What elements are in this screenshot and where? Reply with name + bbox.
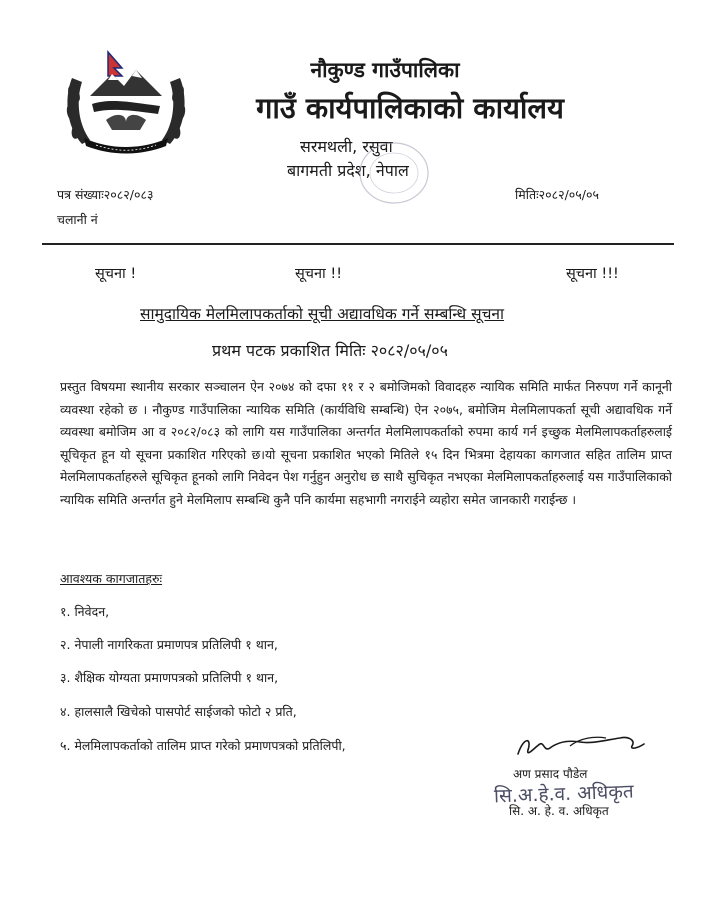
notice-label-2: सूचना !! [295,266,343,282]
document-item: ५. मेलमिलापकर्ताको तालिम प्राप्त गरेको प्रमाणपत्रको प्रतिलिपी, [60,738,346,753]
notice-label-3: सूचना !!! [566,266,619,282]
document-item: ३. शैक्षिक योग्यता प्रमाणपत्रको प्रतिलिपी १ थान, [60,670,279,685]
address-line-2: बागमती प्रदेश, नेपाल [287,161,409,180]
nepal-emblem-logo [60,48,192,156]
documents-heading: आवश्यक कागजातहरुः [60,571,163,586]
notice-subject: सामुदायिक मेलमिलापकर्ताको सूची अद्यावधिक गर्ने सम्बन्धि सूचना [140,305,505,323]
document-item: २. नेपाली नागरिकता प्रमाणपत्र प्रतिलिपी १ थान, [60,637,278,652]
body-paragraph: प्रस्तुत विषयमा स्थानीय सरकार सञ्चालन ऐन २०७४ को दफा ११ र २ बमोजिमको विवादहरु न्यायिक समिति मार्फत निरुपण गर्ने कानूनी व्यवस्था रहेको छ । नौकुण्ड गाउँपालिका न्यायिक समिति (कार्यविधि सम्बन्धि) ऐन २०७५, बमोजिम मेलमिलापकर्ता सूची अद्यावधिक गर्ने व्यवस्था बमोजिम आ व २०८२/०८३ को लागि यस गाउँपालिका अन्तर्गत मेलमिलापकर्ताको रुपमा कार्य गर्न इच्छुक मेलमिलापकर्ताहरुलाई सूचिकृत हून यो सूचना प्रकाशित गरिएको छ।यो सूचना प्रकाशित भएको मितिले १५ दिन भित्रमा देहायका कागजात सहित तालिम प्राप्त मेलमिलापकर्ताहरुले सूचिकृत हूनको लागि निवेदन पेश गर्नुहुन अनुरोध छ साथै सुचिकृत नभएका मेलमिलापकर्ताहरुलाई यस गाउँपालिकाको न्यायिक समिति अन्तर्गत हुने मेलमिलाप सम्बन्धि कुनै पनि कार्यमा सहभागी नगराईने व्यहोरा समेत जानकारी गराईन्छ । [60,379,672,507]
signatory-title: सि. अ. हे. व. अधिकृत [509,804,609,818]
dispatch-number: चलानी नं [57,212,98,227]
letter-date: मितिः२०८२/०५/०५ [515,187,600,202]
publish-date-line: प्रथम पटक प्रकाशित मितिः २०८२/०५/०५ [212,341,448,360]
header-divider [42,243,674,245]
office-name: गाउँ कार्यपालिकाको कार्यालय [256,91,564,125]
signatory-stamp-title: सि.अ.हे.व. अधिकृत [493,780,635,808]
notice-label-1: सूचना ! [95,266,137,282]
reference-number: पत्र संख्याः२०८२/०८३ [57,187,154,202]
handwritten-signature [510,716,660,766]
office-round-stamp [355,138,433,208]
address-line-1: सरमथली, रसुवा [300,137,393,156]
signatory-name: अण प्रसाद पौडेल [513,767,588,781]
document-item: ४. हालसालै खिचेको पासपोर्ट साईजको फोटो २ प्रति, [60,704,297,719]
org-name: नौकुण्ड गाउँपालिका [310,58,460,82]
document-item: १. निवेदन, [60,604,110,619]
